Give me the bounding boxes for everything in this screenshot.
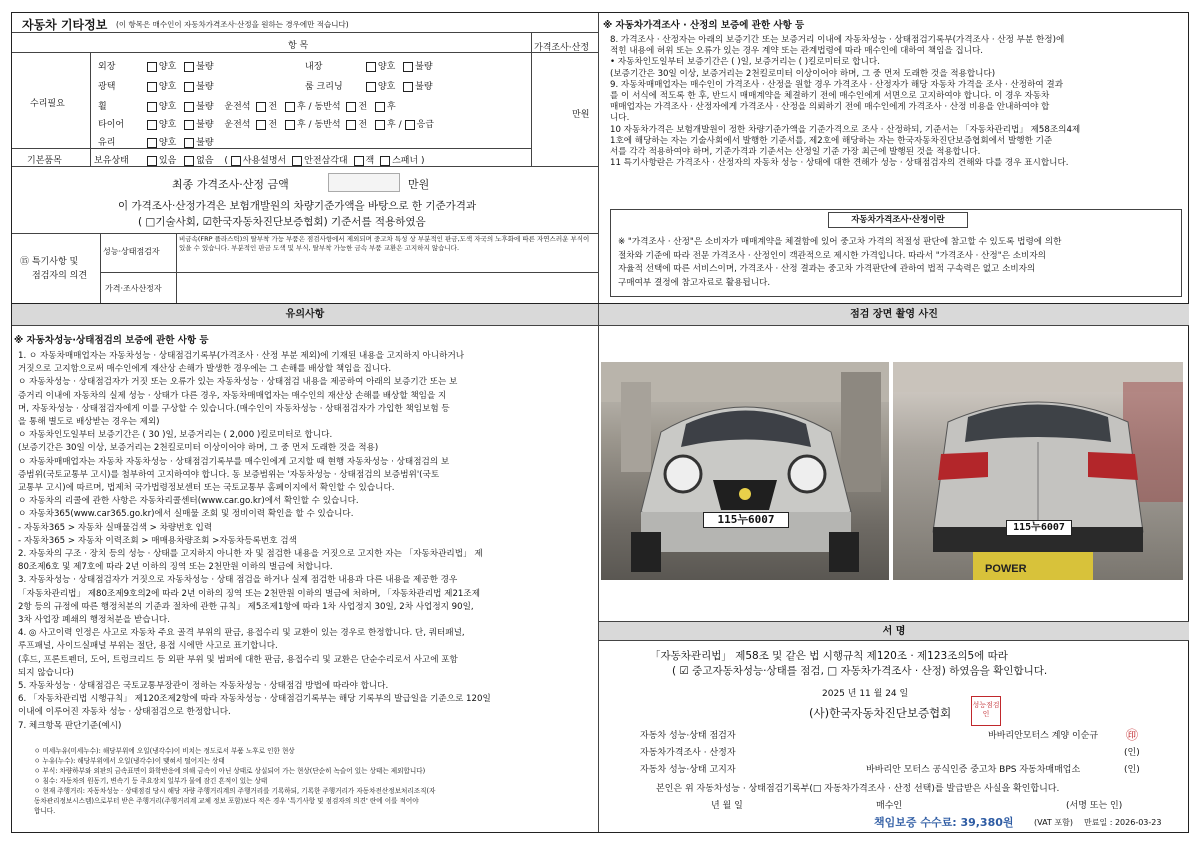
final-divider — [12, 166, 598, 167]
good-label: 양호 — [158, 62, 177, 72]
caution-small-line: ㅇ 현재 주행거리: 자동차성능 · 상태점검 당시 해당 자량 주행거리계의 주행거리를 기록하되, 기록한 주행거리가 자동차전산정보처리조직(자 — [34, 787, 436, 795]
good-label: 양호 — [377, 82, 396, 92]
room-clean-label: 룸 크리닝 — [305, 82, 343, 92]
caution-line: ㅇ 자동차성능 · 상태점검자가 거짓 또는 오류가 있는 자동차성능 · 상태점검 내용을 제공하여 아래의 보증기간 또는 보 — [18, 377, 458, 388]
caution-small-line: ㅇ 부식: 차량하부와 외판의 금속표면이 화학반응에 의해 금속이 아닌 상태로 상실되어 가는 현상(단순히 녹슬어 있는 상태는 제외합니다) — [34, 767, 426, 775]
price-sub-title: 자동차가격조사·산정이란 — [828, 212, 968, 228]
tire-bad-checkbox[interactable] — [184, 120, 194, 130]
price-guarantee-line: 니다. — [610, 113, 630, 124]
exterior-label: 외장 — [98, 62, 116, 72]
tire-emergency-checkbox[interactable] — [405, 120, 415, 130]
driver-label: 운전석 — [224, 102, 251, 112]
basic-items-label: 기본품목 — [27, 156, 62, 166]
cautions-small-lines — [34, 746, 594, 816]
caution-line: ㅇ 자동차인도일부터 보증기간은 ( 30 )일, 보증거리는 ( 2,000 )킬로미터로 합니다. — [18, 430, 333, 441]
caution-line: - 자동차365 > 자동차 실매물검색 > 차량번호 입력 — [18, 522, 213, 533]
signature-row-label: 자동차 성능·상태 고지자 — [640, 765, 736, 775]
basis-line-1: 이 가격조사·산정가격은 보험개발원의 차량기준가액을 바탕으로 한 기준가격과 — [118, 200, 477, 212]
price-guarantee-line: 10 자동차가격은 보험개발원이 정한 차량기준가액을 기준가격으로 조사 · 산정하되, 기준서는 「자동차관리법」 제58조의4제 — [610, 124, 1081, 135]
other-info-column-header — [12, 33, 598, 53]
interior-good-checkbox[interactable] — [366, 62, 376, 72]
price-guarantee-line: 8. 가격조사 · 산정자는 아래의 보증기간 또는 보증거리 이내에 자동차성능 · 상태점검기록부(가격조사 · 산정 부분 한정)에 — [610, 35, 1065, 45]
caution-line: 1. ㅇ 자동차매매업자는 자동차성능 · 상태점검기록부(가격조사 · 산정 부분 제외)에 기재된 내용을 고지하지 아니하거나 — [18, 351, 465, 361]
basis-line-2: ( □기술사회, ☑한국자동차진단보증협회) 기준서를 적용하였음 — [138, 216, 426, 228]
final-price-input[interactable] — [328, 173, 400, 192]
photos-header: 점검 장면 촬영 사진 — [599, 304, 1189, 326]
row-hold-status: 보유상태 있음 없음 ( 사용설명서 안전삼각대 잭 스패너 ) — [94, 153, 425, 166]
front-label: 전 — [268, 102, 278, 112]
center-divider — [598, 13, 599, 832]
caution-line: 을 통해 별도로 배상받는 경우는 제외) — [18, 417, 160, 428]
tire-driver-front-checkbox[interactable] — [256, 120, 266, 130]
none-checkbox[interactable] — [184, 156, 194, 166]
cautions-header: 유의사항 — [12, 304, 598, 326]
signature-row-label: 자동차 성능·상태 점검자 — [640, 731, 736, 741]
front-plate: 115누6007 — [703, 512, 789, 528]
signature-row-mark: (인) — [1124, 765, 1140, 775]
gloss-label: 광택 — [98, 82, 116, 92]
caution-line: 며, 자동차성능 · 상태점검자에게 이를 구상할 수 있습니다.(매수인이 자동차성능 · 상태점검자가 가입한 책임보험 등 — [18, 403, 450, 414]
special-mid-divider — [176, 233, 177, 303]
wheel-passenger-front-checkbox[interactable] — [346, 102, 356, 112]
special-left-divider — [100, 233, 101, 303]
exterior-good-checkbox[interactable] — [147, 62, 157, 72]
emergency-label: 응급 — [416, 120, 434, 130]
final-price-unit: 만원 — [408, 178, 430, 191]
triangle-label: 안전삼각대 — [304, 156, 348, 166]
basic-row-divider — [12, 148, 531, 149]
wheel-label: 휠 — [98, 102, 107, 112]
signature-line-1: 「자동차관리법」 제58조 및 같은 법 시행규칙 제120조 · 제123조의5에 따라 — [650, 650, 1008, 662]
caution-line: 80조제6호 및 제7호에 따라 2년 이하의 징역 또는 2천만원 이하의 벌금에 처합니다. — [18, 562, 333, 573]
caution-line: 2항 등의 규정에 따른 행정처분의 기준과 절차에 관한 규칙」 제5조제1항에 따라 1차 사업정지 30일, 2차 사업정지 90일, — [18, 601, 474, 612]
passenger-label: 동반석 — [314, 102, 341, 112]
caution-line: 7. 체크항목 판단기준(예시) — [18, 720, 122, 731]
front-photo — [601, 362, 889, 580]
caution-line: 3차 사업장 폐쇄의 행정처분을 받습니다. — [18, 615, 170, 626]
row-glass — [98, 135, 214, 148]
good-label: 양호 — [377, 62, 396, 72]
signature-row — [640, 745, 1180, 762]
spec-price-label: 가격·조사산정자 — [105, 284, 162, 293]
bad-label: 불량 — [415, 82, 433, 92]
fee-note: (VAT 포함) — [1034, 818, 1073, 827]
tire-good-checkbox[interactable] — [147, 120, 157, 130]
caution-small-line: 동차관리정보시스템)으로부터 받은 주행거리(주행거리계 교체 정보 포함)보다 적은 경우 '특기사항 및 점검자의 의견' 란에 이를 적어야 — [34, 797, 419, 805]
rear-label: 후 — [386, 102, 396, 112]
price-guarantee-title: ※ 자동차가격조사 · 산정의 보증에 관한 사항 등 — [603, 20, 805, 31]
signature-header: 서 명 — [599, 621, 1189, 641]
caution-line: 4. ◎ 사고이력 인정은 사고로 자동차 주요 골격 부위의 판금, 용접수리 및 교환이 있는 경우로 한정합니다. 단, 쿼터패널, — [18, 628, 465, 639]
manual-checkbox[interactable] — [231, 156, 241, 166]
caution-line: 이내에 이루어진 자동차 성능 · 상태점검으로 한정합니다. — [18, 707, 231, 718]
jack-label: 잭 — [365, 156, 375, 166]
glass-bad-checkbox[interactable] — [184, 138, 194, 148]
bad-label: 불량 — [196, 138, 214, 148]
none-label: 없음 — [196, 156, 214, 166]
wheel-passenger-rear-checkbox[interactable] — [375, 102, 385, 112]
bad-label: 불량 — [415, 62, 433, 72]
col-price-label: 가격조사·산정 — [534, 43, 590, 53]
front-label: 전 — [358, 120, 368, 130]
caution-small-line: 합니다. — [34, 807, 56, 815]
rear-label: 후 — [296, 120, 306, 130]
caution-line: 3. 자동차성능 · 상태점검자가 거짓으로 자동차성능 · 상태 점검을 하거나 실제 점검한 내용과 다른 내용을 제공한 경우 — [18, 575, 458, 586]
price-guarantee-line: (보증기간은 30일 이상, 보증거리는 2천킬로미터 이상이어야 하며, 그 중 먼저 도래한 것을 적용합니다) — [610, 68, 996, 79]
caution-line: 교통부 고시)에 따르며, 법제처 국가법령정보센터 또는 국토교통부 홈페이지에서 확인할 수 있습니다. — [18, 483, 395, 494]
price-guarantee-line: 적힌 내용에 허위 또는 오류가 있는 경우 계약 또는 관계법령에 따라 매수인에 대하여 책임을 집니다. — [610, 46, 984, 57]
tire-passenger-rear-checkbox[interactable] — [375, 120, 385, 130]
gloss-good-checkbox[interactable] — [147, 82, 157, 92]
receipt-ymd: 년 월 일 — [711, 801, 743, 811]
seal-stamp: 성능점검인 — [971, 696, 1001, 726]
signature-row-mark: ㊞ — [1126, 728, 1139, 742]
room-clean-good-checkbox[interactable] — [366, 82, 376, 92]
final-price-label: 최종 가격조사·산정 금액 — [172, 178, 289, 191]
row-exterior — [98, 59, 214, 72]
lift-brand-text: POWER — [985, 563, 1027, 575]
caution-line: 증범위(국토교통부 고시)를 첨부하여 고지하여야 합니다. 동 보증범위는 '자동차성능 · 상태점검의 보증범위'(국토 — [18, 469, 440, 480]
caution-line: 6. 「자동차관리법 시행규칙」 제120조제2항에 따라 자동차성능 · 상태점검기록부는 해당 기록부의 발급일을 기준으로 120일 — [18, 694, 491, 705]
price-guarantee-line: 9. 자동차매매업자는 매수인이 가격조사 · 산정을 원할 경우 가격조사 · 산정자가 해당 자동차 가격을 조사 · 산정하여 결과 — [610, 79, 1064, 90]
signature-line-2: ( ☑ 중고자동차성능·상태를 점검, □ 자동차가격조사 · 산정) 하였음을 확인합니다. — [672, 665, 1048, 677]
caution-line: 되지 않습니다) — [18, 667, 74, 678]
signature-date: 2025 년 11 월 24 일 — [822, 689, 909, 699]
manwon-label: 만원 — [572, 110, 590, 120]
fee-label: 책임보증 수수료: 39,380원 — [874, 816, 1014, 829]
glass-good-checkbox[interactable] — [147, 138, 157, 148]
rear-plate: 115누6007 — [1006, 520, 1072, 536]
signature-row-mark: (인) — [1124, 748, 1140, 758]
signature-row-value: 바바리안모터스 계양 이순규 — [988, 731, 1099, 741]
wheel-good-checkbox[interactable] — [147, 102, 157, 112]
caution-line: 5. 자동차성능 · 상태점검은 국토교통부장관이 정하는 자동차성능 · 상태점검 방법에 따라야 합니다. — [18, 681, 389, 692]
have-checkbox[interactable] — [147, 156, 157, 166]
glass-label: 유리 — [98, 138, 116, 148]
spanner-label: 스패너 — [392, 156, 419, 166]
other-info-title: 자동차 기타정보 — [22, 18, 108, 32]
col-item-label: 항 목 — [288, 41, 309, 51]
signature-rows — [640, 728, 1180, 779]
bad-label: 불량 — [196, 82, 214, 92]
col-divider — [531, 33, 532, 166]
good-label: 양호 — [158, 82, 177, 92]
special-row-divider — [100, 272, 598, 273]
buyer-sign: (서명 또는 인) — [1066, 801, 1123, 811]
price-guarantee-line: • 자동차인도일부터 보증기간은 ( )일, 보증거리는 ( )킬로미터로 합니다. — [610, 57, 880, 68]
manual-label: 사용설명서 — [242, 156, 287, 166]
bad-label: 불량 — [196, 62, 214, 72]
wheel-driver-front-checkbox[interactable] — [256, 102, 266, 112]
row-interior — [305, 59, 433, 72]
signature-row-value: 바바리안 모터스 공식인증 중고차 BPS 자동차매매업소 — [866, 765, 1081, 775]
receipt-line: 본인은 위 자동차성능 · 상태점검기록부(□ 자동차가격조사 · 산정 선택)를 발급받은 사실을 확인합니다. — [656, 784, 1060, 794]
signature-row-label: 자동차가격조사 · 산정자 — [640, 748, 736, 758]
exterior-bad-checkbox[interactable] — [184, 62, 194, 72]
price-guarantee-lines — [610, 35, 1190, 169]
caution-line: (보증기간은 30일 이상, 보증거리는 2천킬로미터 이상이어야 하며, 그 중 먼저 도래한 것을 적용) — [18, 443, 379, 454]
cautions-lines — [18, 350, 596, 733]
caution-line: - 자동차365 > 자동차 이력조회 > 매매용차량조회 >자동차등록번호 검색 — [18, 535, 297, 546]
gloss-bad-checkbox[interactable] — [184, 82, 194, 92]
have-label: 있음 — [158, 156, 177, 166]
price-guarantee-line: 11 특기사항란은 가격조사 · 산정자의 자동차 성능 · 상태에 대한 견해가 성능 · 상태점검자의 견해와 다를 경우 표시합니다. — [610, 158, 1069, 169]
good-label: 양호 — [158, 102, 177, 112]
row-wheel: 휠 양호 불량 운전석 전 후 / 동반석 전 후 — [98, 99, 396, 112]
caution-line: 2. 자동차의 구조 · 장치 등의 성능 · 상태를 고지하지 아니한 자 및 점검한 내용을 거짓으로 고지한 자는 「자동차관리법」 제 — [18, 549, 483, 560]
wheel-driver-rear-checkbox[interactable] — [285, 102, 295, 112]
tire-passenger-front-checkbox[interactable] — [346, 120, 356, 130]
price-guarantee-line: 매매업자는 가격조사 · 산정자에게 가격조사 · 산정을 의뢰하기 전에 매수인에게 가격조사 · 산정 비용을 안내하여야 합 — [610, 102, 1050, 113]
jack-checkbox[interactable] — [354, 156, 364, 166]
caution-line: ㅇ 자동차의 리콜에 관한 사항은 자동차리콜센터(www.car.go.kr)에서 확인할 수 있습니다. — [18, 496, 359, 507]
row-tire: 타이어 양호 불량 운전석 전 후 / 동반석 전 후 / 응급 — [98, 117, 434, 130]
wheel-bad-checkbox[interactable] — [184, 102, 194, 112]
good-label: 양호 — [158, 138, 177, 148]
passenger-label: 동반석 — [314, 120, 341, 130]
caution-small-line: ㅇ 누유(누수): 해당부위에서 오일(냉각수)이 맺혀서 떨어지는 상태 — [34, 757, 225, 765]
price-guarantee-line: 를 이 서식에 적도록 한 후, 반드시 매매계약을 체결하기 전에 매수인에게 서면으로 고지하여야 합니다. 이 경우 자동차 — [610, 91, 1050, 102]
triangle-checkbox[interactable] — [292, 156, 302, 166]
bad-label: 불량 — [196, 120, 214, 130]
caution-line: 「자동차관리법」 제80조제9호의2에 따라 2년 이하의 징역 또는 2천만원 이하의 벌금에 처하며, 「자동차관리법 제21조제 — [18, 588, 481, 599]
rear-label: 후 — [386, 120, 396, 130]
tire-label: 타이어 — [98, 120, 125, 130]
cautions-title: ※ 자동차성능·상태점검의 보증에 관한 사항 등 — [14, 335, 209, 346]
other-info-header — [12, 13, 598, 33]
price-sub-line: 절차와 기준에 따라 전문 가격조사 · 산정인이 객관적으로 제시한 가격입니다. 따라서 "가격조사 · 산정"은 소비자의 — [618, 250, 1046, 261]
front-label: 전 — [268, 120, 278, 130]
spec-inspector-label: 성능·상태점검자 — [103, 247, 160, 256]
label-divider — [90, 53, 91, 166]
room-clean-bad-checkbox[interactable] — [403, 82, 413, 92]
caution-line: (후드, 프론트펜더, 도어, 트렁크리드 등 외판 부위 및 범퍼에 대한 판금, 용접수리 및 교환은 단순수리로서 사고에 포함 — [18, 654, 458, 665]
spanner-checkbox[interactable] — [380, 156, 390, 166]
price-guarantee-line: 1호에 해당하는 자는 기술사회에서 발행한 기준서를, 제2호에 해당하는 자는 한국자동차진단보증협회에서 발행한 기준 — [610, 135, 1053, 146]
rear-label: 후 — [296, 102, 306, 112]
price-guarantee-line: 서를 각각 적용하여야 하며, 기준가격과 기준서는 산정일 기준 가장 최근에 발행된 것을 적용합니다. — [610, 147, 981, 158]
interior-bad-checkbox[interactable] — [403, 62, 413, 72]
price-sub-line: 자율적 선택에 따른 서비스이며, 가격조사 · 산정 결과는 중고차 가격판단에 관하여 법적 구속력은 없고 소비자의 — [618, 264, 1036, 274]
rear-photo — [893, 362, 1183, 580]
driver-label: 운전석 — [224, 120, 251, 130]
caution-line: ㅇ 자동차매매업자는 자동차 자동차성능 · 상태점검기록부를 매수인에게 고지할 때 현행 자동차성능 · 상태점검의 보 — [18, 456, 450, 467]
caution-line: 증거리 이내에 자동차의 실제 성능 · 상태가 다른 경우, 자동차매매업자는 매수인의 재산상 손해를 배상할 책임을 지 — [18, 390, 447, 401]
signature-row — [640, 728, 1180, 745]
repair-label: 수리필요 — [30, 99, 65, 109]
caution-small-line: ㅇ 침수: 자동차의 원동기, 변속기 등 주요장치 일부가 물에 잠긴 흔적이 있는 상태 — [34, 777, 268, 785]
other-info-note: (이 항목은 매수인이 자동차가격조사·산정을 원하는 경우에만 적습니다) — [116, 20, 349, 29]
signature-org: (사)한국자동차진단보증협회 — [809, 706, 952, 720]
interior-label: 내장 — [305, 62, 323, 72]
special-label-1: ⑮ 특기사항 및 — [20, 257, 79, 267]
tire-driver-rear-checkbox[interactable] — [285, 120, 295, 130]
caution-line: 거짓으로 고지함으로써 매수인에게 재산상 손해가 발생한 경우에는 그 손해를 배상할 책임을 집니다. — [18, 364, 392, 375]
buyer-label: 매수인 — [876, 801, 903, 811]
bad-label: 불량 — [196, 102, 214, 112]
caution-line: 루프패널, 사이드실패널 부위는 절단, 용접 시에만 사고로 표기합니다. — [18, 641, 278, 652]
front-label: 전 — [358, 102, 368, 112]
special-label-2: 점검자의 의견 — [32, 271, 88, 281]
spec-inspector-text: 비금속(FRP 플라스틱)의 탈부착 가능 부품은 점검사항에서 제외되며 중고차 특성 상 부분적인 판금,도색 자국의 노후화에 따른 자연스러운 부식이 있을 수 있습니다. 부분적인 판금 도색 및 부식, 탈부착 가능한 금속 부품 교환은 고지하지 않습니다. — [179, 235, 590, 252]
hold-status-label: 보유상태 — [94, 156, 129, 166]
price-sub-line: 구매여부 결정에 참고자료로 활용됩니다. — [618, 277, 771, 288]
price-sub-line: ※ "가격조사 · 산정"은 소비자가 매매계약을 체결함에 있어 중고차 가격의 적절성 판단에 참고할 수 있도록 법령에 의한 — [618, 237, 1062, 247]
rear-car-illustration — [893, 362, 1183, 580]
caution-line: ㅇ 자동차365(www.car365.go.kr)에서 실매물 조회 및 정비이력 확인을 할 수 있습니다. — [18, 509, 354, 520]
row-room-clean — [305, 79, 433, 92]
row-gloss — [98, 79, 214, 92]
price-sub-lines — [618, 236, 1178, 290]
caution-small-line: ㅇ 미세누유(미세누수): 해당부위에 오일(냉각수)이 비치는 정도로서 부품 노후로 인한 현상 — [34, 747, 295, 755]
good-label: 양호 — [158, 120, 177, 130]
signature-row — [640, 762, 1180, 779]
expiry-date: 만료일 : 2026-03-23 — [1084, 818, 1162, 827]
front-car-illustration — [601, 362, 889, 580]
